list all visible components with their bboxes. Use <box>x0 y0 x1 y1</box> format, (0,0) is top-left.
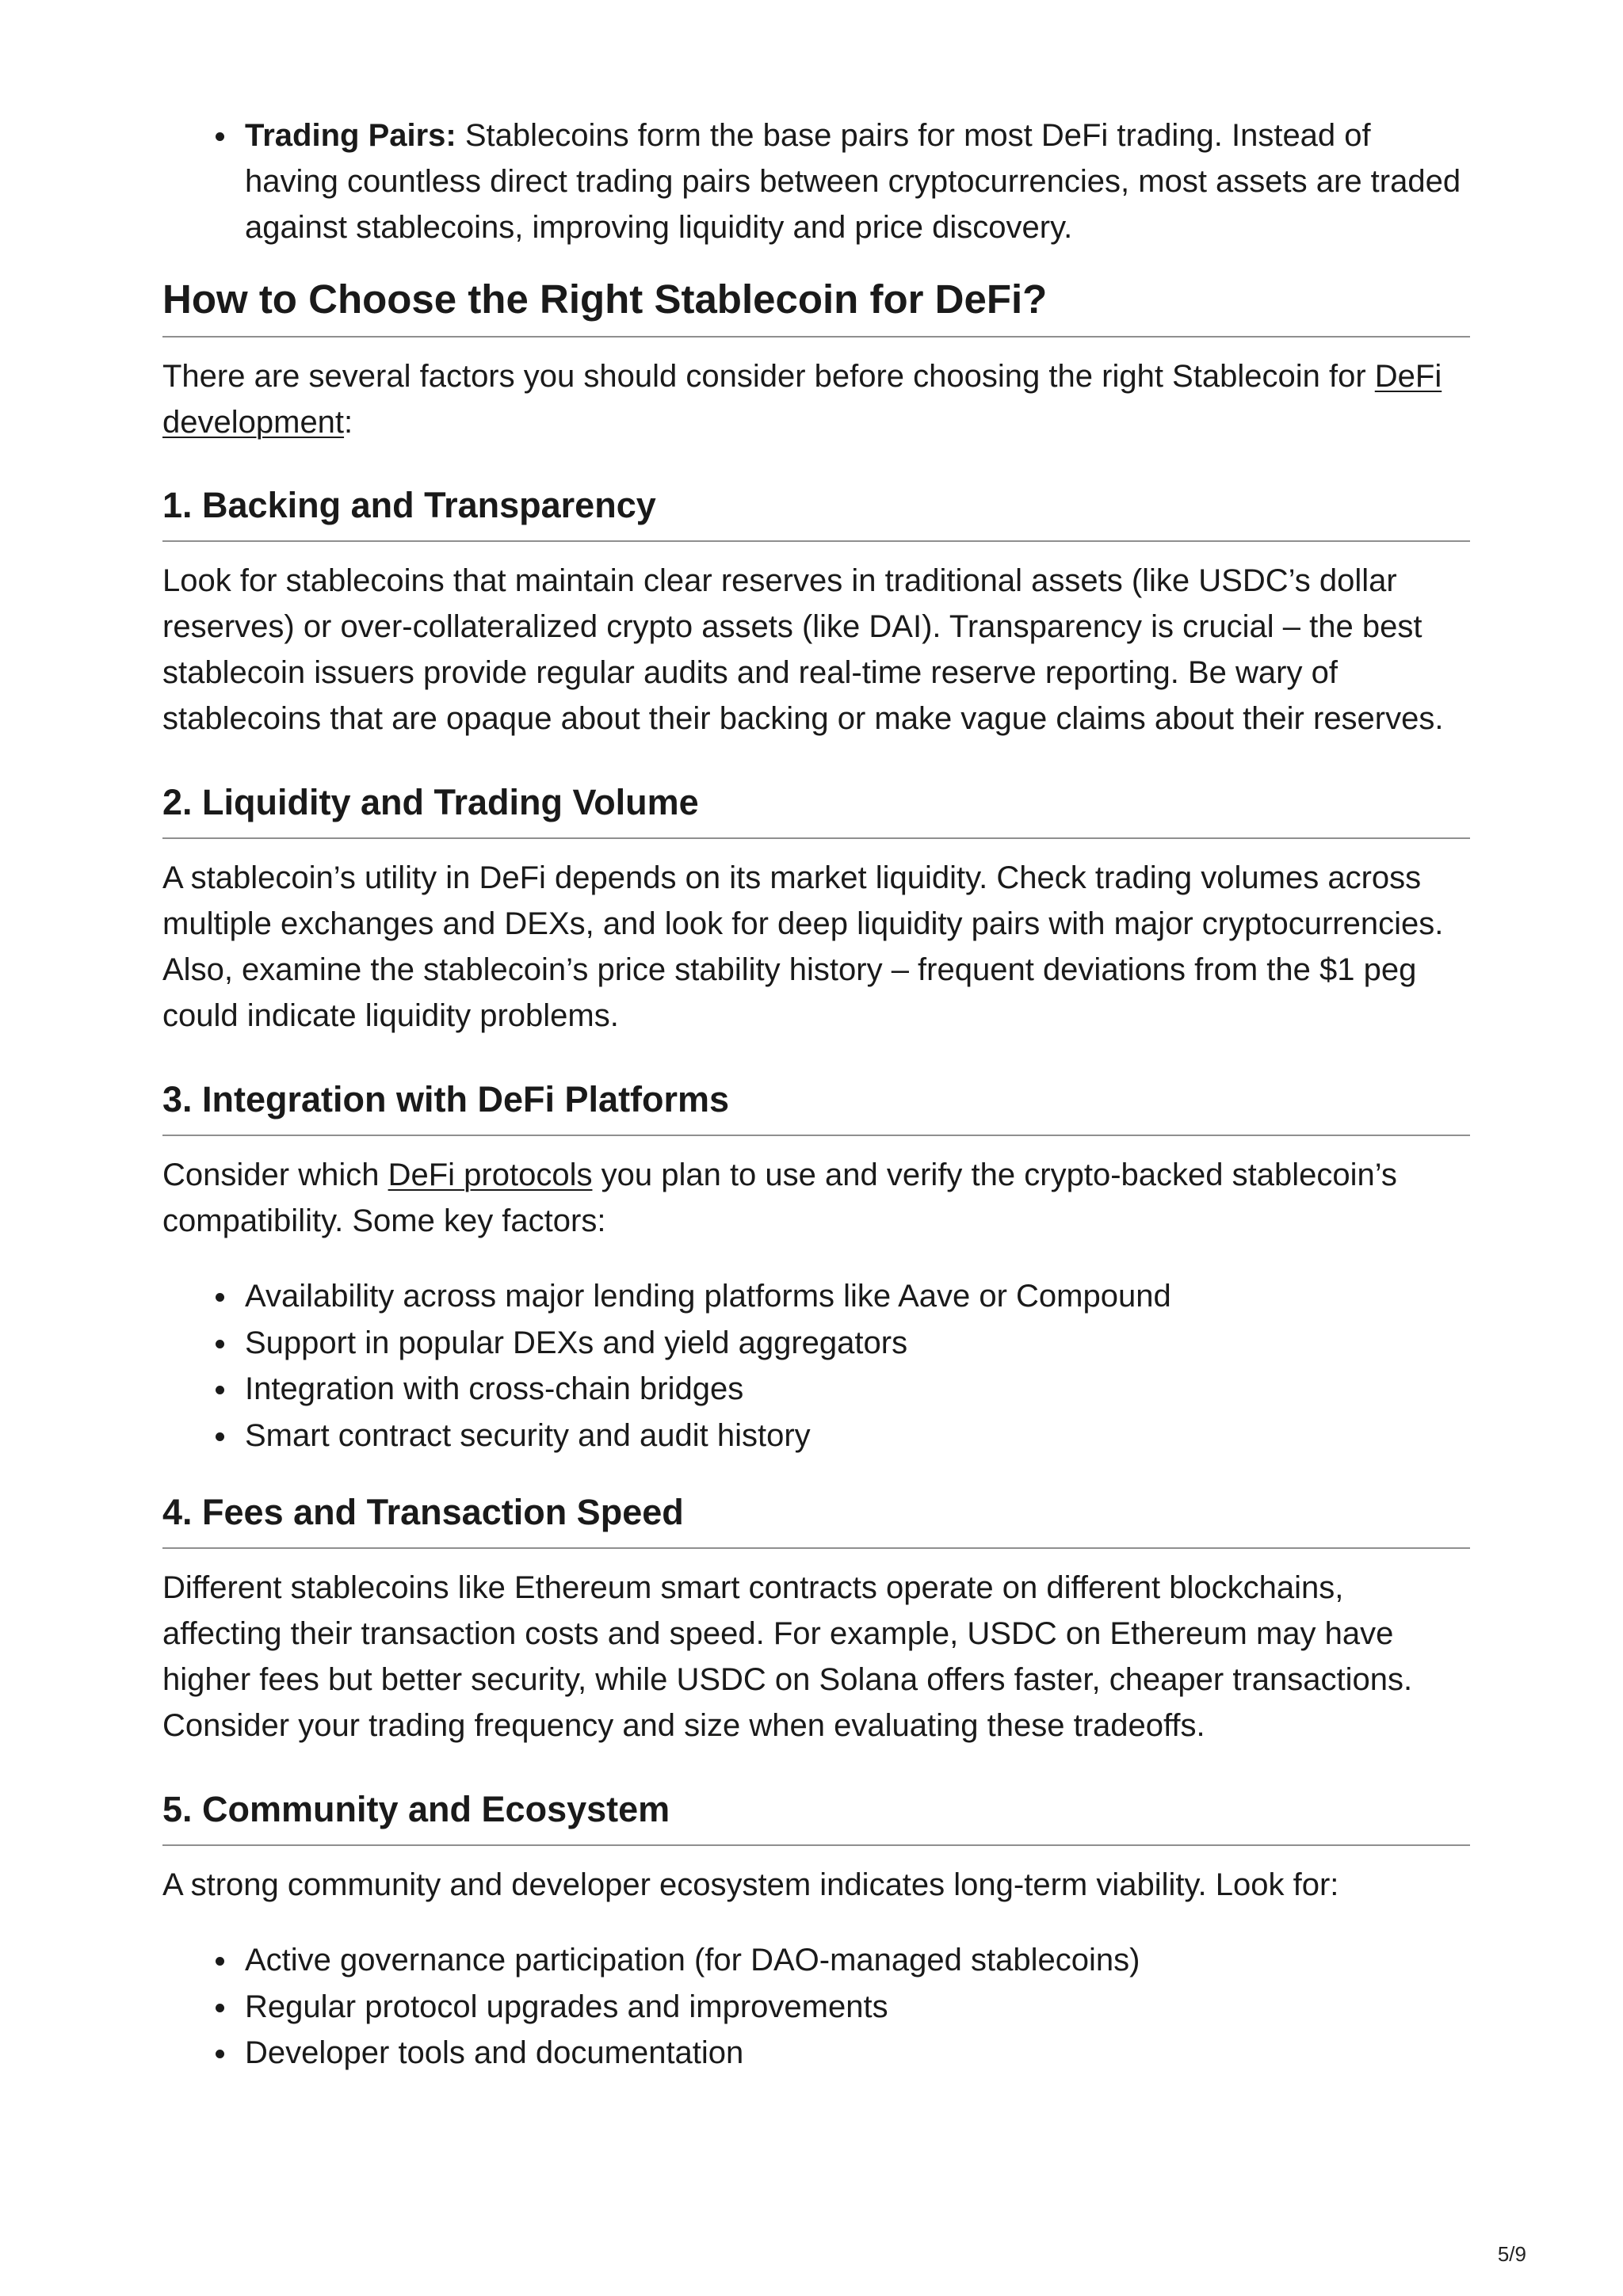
list-item: Availability across major lending platforms like Aave or Compound <box>245 1273 1470 1320</box>
list-item: Smart contract security and audit history <box>245 1413 1470 1459</box>
defi-protocols-link[interactable]: DeFi protocols <box>388 1158 593 1192</box>
list-item: Regular protocol upgrades and improvements <box>245 1984 1470 2031</box>
page-number: 5/9 <box>1497 2242 1526 2266</box>
community-list <box>162 1937 1470 2077</box>
integration-heading: 3. Integration with DeFi Platforms <box>162 1077 1470 1136</box>
fees-paragraph: Different stablecoins like Ethereum smart contracts operate on different blockchains, affecting their transaction costs and speed. For example, USDC on Ethereum may have higher fees but better security, while USDC on Solana offers faster, cheaper transactions. Consider your trading frequency and size when evaluating these tradeoffs. <box>162 1570 1413 1743</box>
fees-heading: 4. Fees and Transaction Speed <box>162 1490 1470 1549</box>
document-page <box>162 0 1470 2077</box>
list-item <box>245 113 1470 250</box>
list-item: Developer tools and documentation <box>245 2030 1470 2077</box>
backing-paragraph: Look for stablecoins that maintain clear reserves in traditional assets (like USDC’s dollar reserves) or over-collateralized crypto assets (like DAI). Transparency is crucial – the best stablecoin issuers provide regular audits and real-time reserve reporting. Be wary of stablecoins that are opaque about their backing or make vague claims about their reserves. <box>162 563 1444 736</box>
intro-paragraph <box>162 353 1470 445</box>
integration-factors-list <box>162 1273 1470 1459</box>
integration-text-after: you plan to use and verify the crypto-backed stablecoin’s compatibility. Some key factors: <box>162 1158 1397 1238</box>
defi-development-link[interactable]: DeFi development <box>162 359 1442 440</box>
list-item-label: Trading Pairs: <box>245 118 456 153</box>
section-heading: How to Choose the Right Stablecoin for DeFi? <box>162 275 1470 338</box>
intro-end: : <box>344 405 353 440</box>
list-item: Active governance participation (for DAO-managed stablecoins) <box>245 1937 1470 1984</box>
list-item-text: Stablecoins form the base pairs for most DeFi trading. Instead of having countless direct trading pairs between cryptocurrencies, most assets are traded against stablecoins, improving liquidity and price discovery. <box>245 118 1461 245</box>
community-heading: 5. Community and Ecosystem <box>162 1787 1470 1846</box>
list-item: Support in popular DEXs and yield aggregators <box>245 1320 1470 1367</box>
community-paragraph: A strong community and developer ecosystem indicates long-term viability. Look for: <box>162 1867 1339 1902</box>
intro-text: There are several factors you should consider before choosing the right Stablecoin for <box>162 359 1366 394</box>
backing-heading: 1. Backing and Transparency <box>162 483 1470 542</box>
integration-paragraph <box>162 1152 1470 1244</box>
integration-text-before: Consider which <box>162 1158 380 1192</box>
liquidity-paragraph: A stablecoin’s utility in DeFi depends on its market liquidity. Check trading volumes across multiple exchanges and DEXs, and look for deep liquidity pairs with major cryptocurrencies. Also, examine the stablecoin’s price stability history – frequent deviations from the $1 peg could indicate liquidity problems. <box>162 860 1444 1033</box>
list-item: Integration with cross-chain bridges <box>245 1366 1470 1413</box>
trading-pairs-list <box>162 0 1470 250</box>
liquidity-heading: 2. Liquidity and Trading Volume <box>162 780 1470 839</box>
